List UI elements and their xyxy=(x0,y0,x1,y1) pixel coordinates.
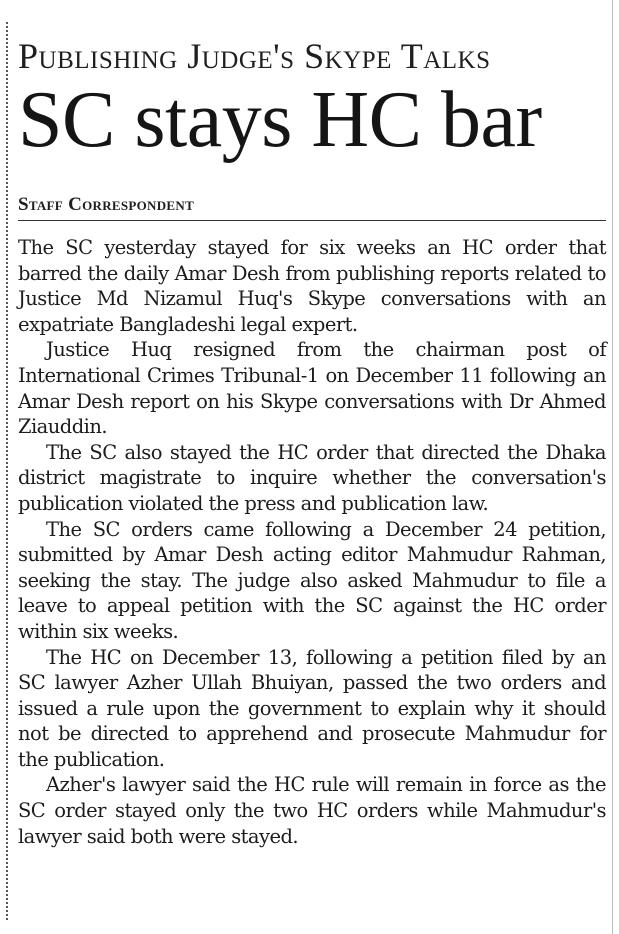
article-kicker: Publishing Judge's Skype Talks xyxy=(18,36,491,76)
article-paragraph-5: The HC on December 13, following a petition filed by an SC lawyer Azher Ullah Bhuiyan, passed the two orders and issued a rule upon the government to explain why it should not be directed to apprehend and prosecute Mahmudur for the publication. xyxy=(18,645,606,771)
article-headline: SC stays HC bar xyxy=(18,76,542,164)
article-body xyxy=(18,235,606,849)
news-article xyxy=(18,0,606,849)
column-dotted-border xyxy=(6,22,8,920)
article-paragraph-6: Azher's lawyer said the HC rule will remain in force as the SC order stayed only the two HC orders while Mahmudur's lawyer said both were stayed. xyxy=(18,773,606,848)
article-paragraph-2: Justice Huq resigned from the chairman post of International Crimes Tribunal-1 on December 11 following an Amar Desh report on his Skype conversations with Dr Ahmed Ziauddin. xyxy=(18,338,606,439)
byline-divider xyxy=(18,220,606,221)
article-paragraph-3: The SC also stayed the HC order that directed the Dhaka district magistrate to inquire whether the conversation's publication violated the press and publication law. xyxy=(18,440,606,515)
column-right-rule xyxy=(612,0,613,934)
article-paragraph-1: The SC yesterday stayed for six weeks an HC order that barred the daily Amar Desh from publishing reports related to Justice Md Nizamul Huq's Skype conversations with an expatriate Bangladeshi legal expert. xyxy=(18,236,606,336)
article-paragraph-4: The SC orders came following a December 24 petition, submitted by Amar Desh acting editor Mahmudur Rahman, seeking the stay. The judge also asked Mahmudur to file a leave to appeal petition with the SC against the HC order within six weeks. xyxy=(18,517,606,643)
article-byline: Staff Correspondent xyxy=(18,194,195,215)
